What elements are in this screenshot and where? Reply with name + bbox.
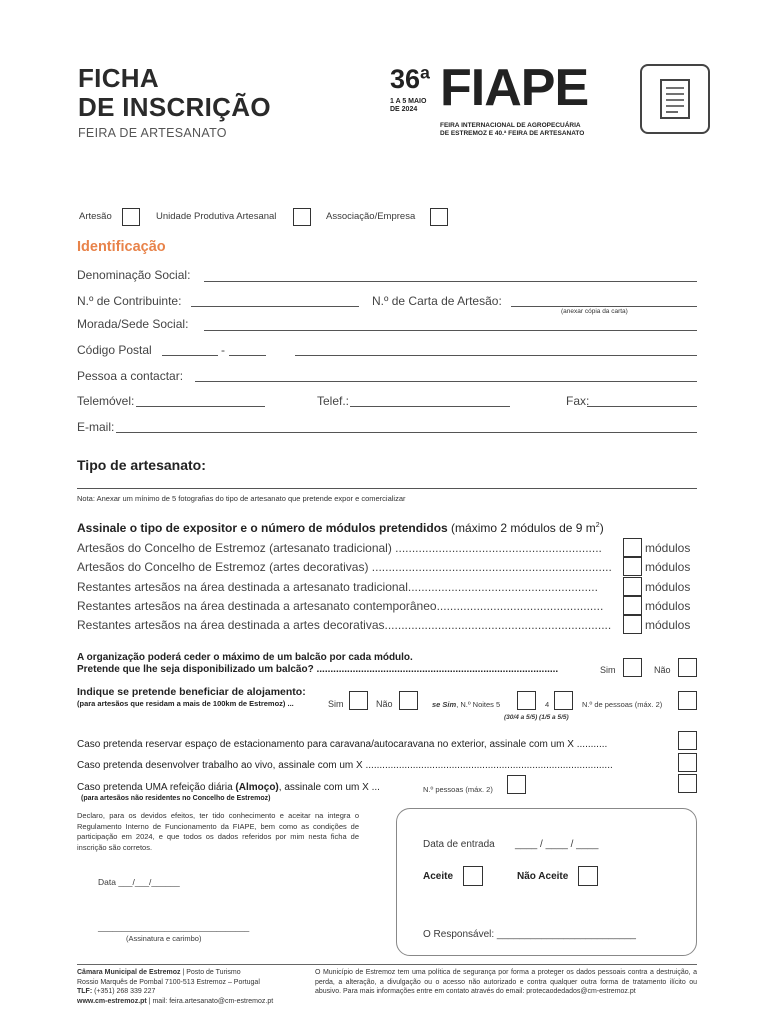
balcao-nao-label: Não — [654, 665, 671, 675]
modulos-row-label: Restantes artesãos na área destinada a artesanato contemporâneo.................................................. — [77, 599, 604, 613]
alojamento-nao-checkbox[interactable] — [399, 691, 418, 710]
refeicao-pessoas-label: N.º pessoas (máx. 2) — [423, 785, 493, 794]
modulos-row-unit: módulos — [645, 560, 691, 574]
contribuinte-field[interactable] — [191, 306, 359, 307]
refeicao-pessoas-input[interactable] — [507, 775, 526, 794]
modulos-row — [77, 577, 697, 597]
balcao-sim-label: Sim — [600, 665, 616, 675]
footer-org-bold: Câmara Municipal de Estremoz — [77, 969, 181, 976]
alojamento-pessoas-input[interactable] — [678, 691, 697, 710]
modulos-row — [77, 615, 697, 635]
balcao-nao-checkbox[interactable] — [678, 658, 697, 677]
footer-tlf-label: TLF: — [77, 988, 93, 995]
email-label: E-mail: — [77, 420, 115, 434]
form-title — [78, 64, 271, 122]
codigo-postal-label: Código Postal — [77, 343, 152, 357]
responsavel-label: O Responsável: _________________________ — [423, 929, 636, 940]
brand-name: FIAPE — [440, 59, 589, 117]
alojamento-sim-checkbox[interactable] — [349, 691, 368, 710]
form-icon — [640, 64, 710, 134]
footer-contacts — [77, 968, 317, 1006]
modulos-heading-bold: Assinale o tipo de expositor e o número de módulos pretendidos — [77, 521, 448, 535]
estacionamento-label: Caso pretenda reservar espaço de estacionamento para caravana/autocaravana no exterior, assinale com um X ........... — [77, 739, 608, 750]
alojamento-noites-text: , N.º Noites 5 — [456, 700, 501, 709]
localidade-field[interactable] — [295, 355, 697, 356]
refeicao-checkbox[interactable] — [678, 774, 697, 793]
denominacao-field[interactable] — [204, 281, 697, 282]
footer-tlf-value: (+351) 268 339 227 — [92, 988, 156, 995]
refeicao-text-c: , assinale com um X ... — [278, 782, 380, 793]
event-dates — [390, 98, 426, 114]
footer-org-rest: | Posto de Turismo — [180, 969, 241, 976]
tipo-heading: Tipo de artesanato: — [77, 457, 206, 473]
carta-note: (anexar cópia da carta) — [561, 308, 628, 315]
modulos-row-label: Restantes artesãos na área destinada a artesanato tradicional......................................................... — [77, 580, 598, 594]
refeicao-text-b: (Almoço) — [235, 782, 279, 793]
morada-field[interactable] — [204, 330, 697, 331]
modulos-heading-rest: (máximo 2 módulos de 9 m — [447, 521, 596, 535]
nao-aceite-label: Não Aceite — [517, 871, 569, 882]
footer-address: Rossio Marquês de Pombal 7100-513 Estremoz – Portugal — [77, 978, 260, 986]
ao-vivo-label: Caso pretenda desenvolver trabalho ao vivo, assinale com um X ......................................................................................... — [77, 760, 613, 771]
data-entrada-label: Data de entrada — [423, 839, 495, 850]
footer-mail-link[interactable]: | mail: feira.artesanato@cm-estremoz.pt — [146, 997, 274, 1005]
fax-field[interactable] — [587, 406, 697, 407]
dates-line-2: DE 2024 — [390, 106, 418, 113]
modulos-row-unit: módulos — [645, 541, 691, 555]
footer-web-link[interactable]: www.cm-estremoz.pt — [77, 997, 147, 1005]
morada-label: Morada/Sede Social: — [77, 317, 189, 331]
fax-label: Fax: — [566, 394, 590, 408]
modulos-row-unit: módulos — [645, 580, 691, 594]
edition-number: 36ª — [390, 64, 431, 94]
modulos-row-input[interactable] — [623, 577, 642, 596]
tipo-note: Nota: Anexar um mínimo de 5 fotografias do tipo de artesanato que pretende expor e comercializar — [77, 494, 406, 503]
pessoa-label: Pessoa a contactar: — [77, 369, 184, 383]
alojamento-se-sim: se Sim — [432, 700, 457, 709]
refeicao-label — [77, 782, 380, 793]
type-option-upa-label: Unidade Produtiva Artesanal — [156, 211, 277, 222]
telef-field[interactable] — [350, 406, 510, 407]
telemovel-field[interactable] — [136, 406, 265, 407]
ao-vivo-checkbox[interactable] — [678, 753, 697, 772]
brand-subtitle — [440, 122, 584, 137]
modulos-row-unit: módulos — [645, 599, 691, 613]
modulos-row-label: Restantes artesãos na área destinada a artes decorativas.................................................................... — [77, 618, 612, 632]
identificacao-heading: Identificação — [77, 239, 166, 255]
type-option-upa-checkbox[interactable] — [293, 208, 311, 226]
assinatura-line: ________________________________ — [98, 922, 250, 932]
carta-label: N.º de Carta de Artesão: — [372, 294, 502, 308]
estacionamento-checkbox[interactable] — [678, 731, 697, 750]
modulos-row-input[interactable] — [623, 538, 642, 557]
alojamento-pessoas-label: N.º de pessoas (máx. 2) — [582, 700, 663, 709]
modulos-row-input[interactable] — [623, 615, 642, 634]
alojamento-noites-4-checkbox[interactable] — [554, 691, 573, 710]
alojamento-line-2: (para artesãos que residam a mais de 100km de Estremoz) ... — [77, 699, 294, 708]
footer-divider — [77, 964, 697, 965]
type-option-artesao-checkbox[interactable] — [122, 208, 140, 226]
footer-tlf — [77, 987, 317, 997]
modulos-row-input[interactable] — [623, 557, 642, 576]
brand-sub-1: FEIRA INTERNACIONAL DE AGROPECUÁRIA — [440, 122, 581, 129]
alojamento-noites-5-checkbox[interactable] — [517, 691, 536, 710]
codigo-postal-field-2[interactable] — [229, 355, 266, 356]
footer-web-mail — [77, 997, 317, 1007]
balcao-sim-checkbox[interactable] — [623, 658, 642, 677]
pessoa-field[interactable] — [195, 381, 697, 382]
nao-aceite-checkbox[interactable] — [578, 866, 598, 886]
modulos-heading-sup: 2 — [595, 522, 600, 529]
modulos-row-label: Artesãos do Concelho de Estremoz (artes decorativas) ........................................................................ — [77, 560, 612, 574]
title-line-1: FICHA — [78, 63, 159, 93]
form-subtitle: FEIRA DE ARTESANATO — [78, 126, 227, 140]
alojamento-note: (30/4 a 5/5) (1/5 a 5/5) — [504, 714, 569, 721]
codigo-postal-separator: - — [221, 343, 225, 357]
modulos-row-label: Artesãos do Concelho de Estremoz (artesanato tradicional) .............................................................. — [77, 541, 602, 555]
alojamento-noites-label — [432, 700, 500, 709]
title-line-2: DE INSCRIÇÃO — [78, 92, 271, 122]
footer-org — [77, 968, 317, 978]
admin-box — [396, 808, 697, 956]
modulos-row-input[interactable] — [623, 596, 642, 615]
fiape-logo — [388, 59, 603, 139]
alojamento-noites-4-label: 4 — [545, 700, 550, 709]
aceite-label: Aceite — [423, 871, 454, 882]
brand-sub-2: DE ESTREMOZ E 40.ª FEIRA DE ARTESANATO — [440, 129, 585, 137]
alojamento-nao-label: Não — [376, 699, 393, 709]
type-option-associacao-checkbox[interactable] — [430, 208, 448, 226]
aceite-checkbox[interactable] — [463, 866, 483, 886]
telef-label: Telef.: — [317, 394, 350, 408]
type-option-artesao-label: Artesão — [79, 211, 112, 222]
assinatura-label: (Assinatura e carimbo) — [126, 934, 202, 943]
modulos-heading-close: ) — [599, 521, 604, 535]
alojamento-line-1: Indique se pretende beneficiar de alojamento: — [77, 686, 306, 698]
declaracao-data: Data ___/___/______ — [98, 877, 180, 887]
denominacao-label: Denominação Social: — [77, 268, 191, 282]
data-entrada-field[interactable]: ____ / ____ / ____ — [515, 839, 599, 850]
dates-line-1: 1 A 5 MAIO — [390, 98, 427, 105]
refeicao-note: (para artesãos não residentes no Concelho de Estremoz) — [81, 795, 271, 802]
type-option-associacao-label: Associação/Empresa — [326, 211, 416, 222]
alojamento-sim-label: Sim — [328, 699, 344, 709]
modulos-row — [77, 538, 697, 558]
tipo-field[interactable] — [77, 488, 697, 489]
codigo-postal-field-1[interactable] — [162, 355, 218, 356]
carta-field[interactable] — [511, 306, 697, 307]
refeicao-text-a: Caso pretenda UMA refeição diária — [77, 782, 236, 793]
telemovel-label: Telemóvel: — [77, 394, 135, 408]
declaracao-text: Declaro, para os devidos efeitos, ter tido conhecimento e aceitar na integra o Regulamento Interno de Funcionamento da FIAPE, bem como as condições de participação em 2024, e que todos os dados referidos por mim nesta ficha de inscrição são corretos. — [77, 811, 359, 852]
modulos-row — [77, 557, 697, 577]
modulos-heading — [77, 521, 604, 535]
modulos-row — [77, 596, 697, 616]
modulos-row-unit: módulos — [645, 618, 691, 632]
contribuinte-label: N.º de Contribuinte: — [77, 294, 182, 308]
email-field[interactable] — [116, 432, 697, 433]
footer-privacy: O Município de Estremoz tem uma política de segurança por forma a proteger os dados pessoais contra a destruição, a perda, a alteração, a divulgação ou o acesso não autorizado e contra qualquer outra forma de tratamento ilícito ou abusivo. Para mais informações entre em contato através do email: protecaodedados@cm-estremoz.pt — [315, 969, 697, 995]
document-icon — [642, 66, 708, 132]
balcao-line-2: Pretende que lhe seja disponibilizado um balcão? ....................................................................................... — [77, 664, 559, 675]
balcao-line-1: A organização poderá ceder o máximo de um balcão por cada módulo. — [77, 652, 413, 663]
